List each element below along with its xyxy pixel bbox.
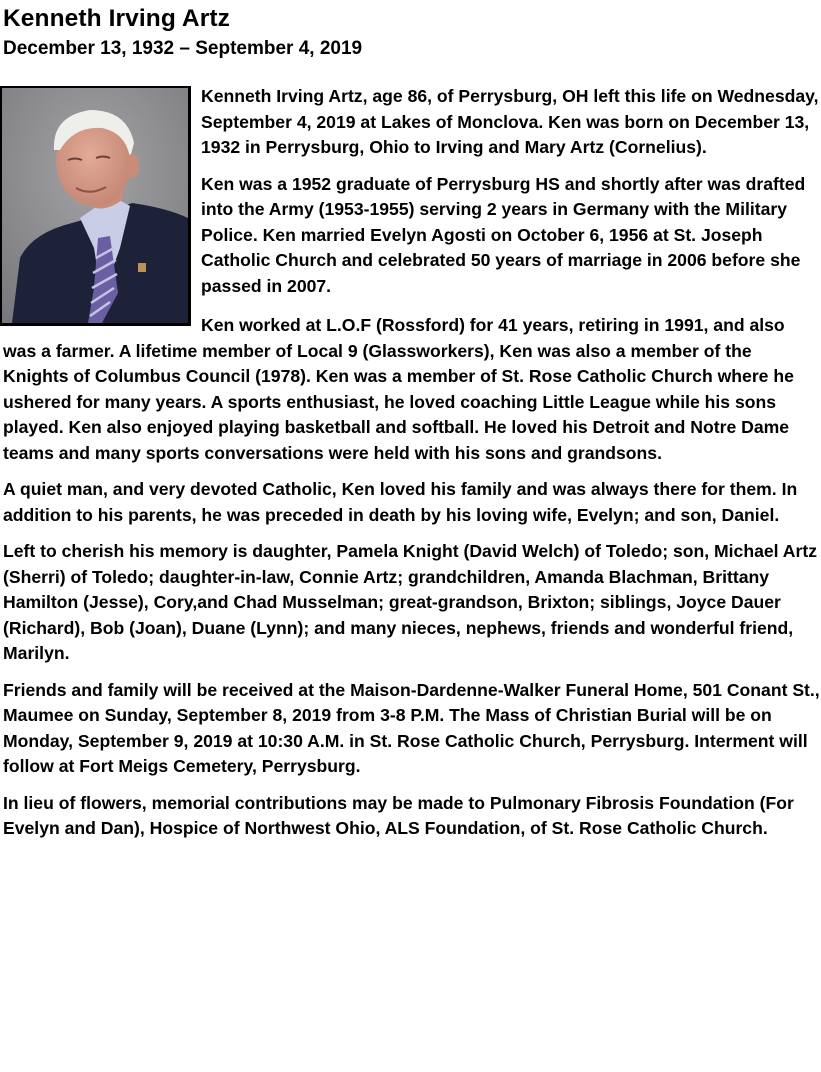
portrait-image (2, 88, 188, 323)
paragraph-career: Ken worked at L.O.F (Rossford) for 41 years, retiring in 1991, and also was a farmer. A lifetime member of Local 9 (Glassworkers), Ken was also a member of the Knights of Columbus Council (1978). Ken was a member of St. Rose Catholic Church where he ushered for many years. A sports enthusiast, he loved coaching Little League while his sons played. Ken also enjoyed playing basketball and softball. He loved his Detroit and Notre Dame teams and many sports conversations were held with his sons and grandsons. (3, 315, 794, 463)
paragraph-intro: Kenneth Irving Artz, age 86, of Perrysburg, OH left this life on Wednesday, September 4, 2019 at Lakes of Monclova. Ken was born on December 13, 1932 in Perrysburg, Ohio to Irving and Mary Artz (Cornelius). (201, 86, 819, 157)
paragraph-early-life: Ken was a 1952 graduate of Perrysburg HS and shortly after was drafted into the Army (1953-1955) serving 2 years in Germany with the Military Police. Ken married Evelyn Agosti on October 6, 1956 at St. Joseph Catholic Church and celebrated 50 years of marriage in 2006 before she passed in 2007. (201, 173, 806, 296)
obituary-body (3, 84, 821, 853)
paragraph-services: Friends and family will be received at the Maison-Dardenne-Walker Funeral Home, 501 Conant St., Maumee on Sunday, September 8, 2019 from 3-8 P.M. The Mass of Christian Burial will be on Monday, September 9, 2019 at 10:30 A.M. in St. Rose Catholic Church, Perrysburg. Interment will follow at Fort Meigs Cemetery, Perrysburg. (3, 679, 820, 776)
paragraph-memorials: In lieu of flowers, memorial contributions may be made to Pulmonary Fibrosis Foundation (For Evelyn and Dan), Hospice of Northwest Ohio, ALS Foundation, of St. Rose Catholic Church. (3, 792, 794, 838)
ear (125, 154, 139, 178)
obituary-name: Kenneth Irving Artz (3, 5, 230, 32)
portrait-photo (0, 86, 191, 326)
paragraph-survivors: Left to cherish his memory is daughter, Pamela Knight (David Welch) of Toledo; son, Michael Artz (Sherri) of Toledo; daughter-in-law, Connie Artz; grandchildren, Amanda Blachman, Brittany Hamilton (Jesse), Cory,and Chad Musselman; great-grandson, Brixton; siblings, Joyce Dauer (Richard), Bob (Joan), Duane (Lynn); and many nieces, nephews, friends and wonderful friend, Marilyn. (3, 541, 817, 663)
paragraph-character: A quiet man, and very devoted Catholic, Ken loved his family and was always there for them. In addition to his parents, he was preceded in death by his loving wife, Evelyn; and son, Daniel. (3, 479, 798, 525)
lapel-pin (138, 263, 146, 272)
life-dates: December 13, 1932 – September 4, 2019 (3, 38, 363, 59)
